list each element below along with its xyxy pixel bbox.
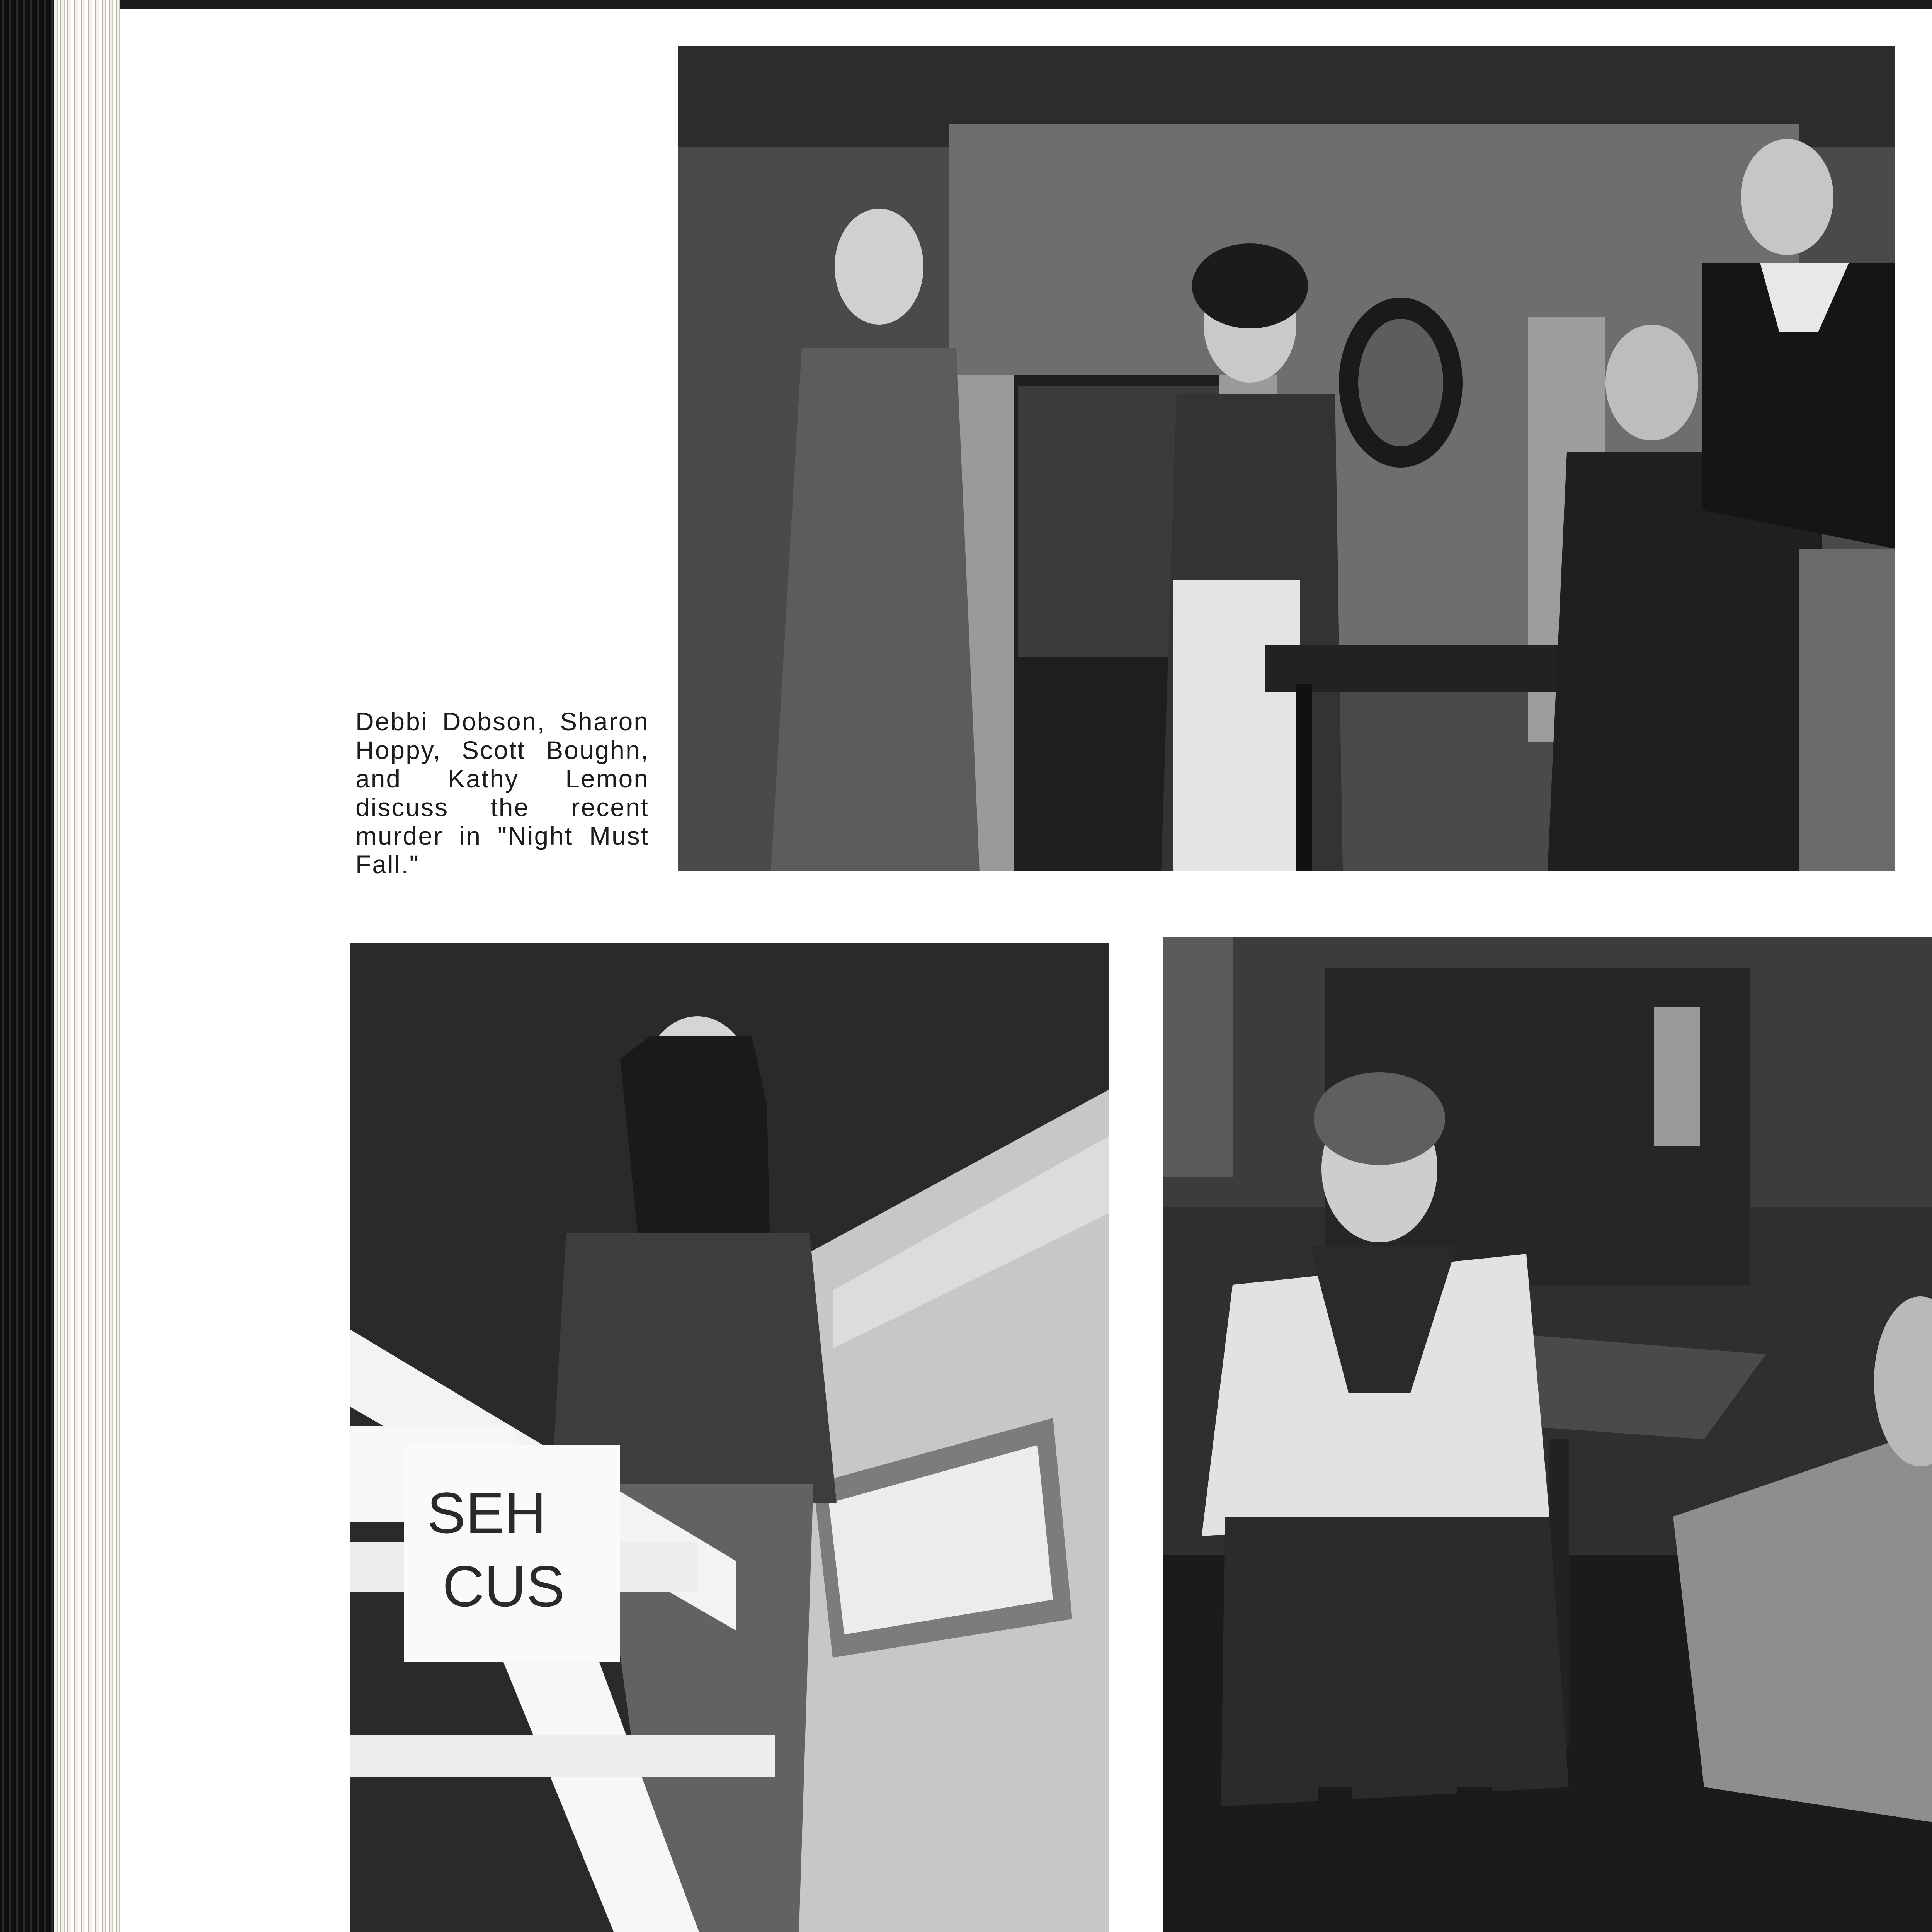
- photo-stage-scene: [678, 46, 1895, 871]
- photo-fall-play-scene: [1163, 937, 1932, 1932]
- sign-text-line-2: CUS: [442, 1554, 565, 1619]
- photo-stage-scene-image: [678, 46, 1895, 871]
- page-top-edge: [0, 0, 1932, 9]
- photo-set-crew-chief: [350, 943, 1109, 1932]
- page-edges: [54, 0, 120, 1932]
- book-spine: [0, 0, 54, 1932]
- sign-text: [427, 1476, 612, 1623]
- sign-text-line-1: SEH: [427, 1480, 546, 1545]
- photo-fall-play-scene-image: [1163, 937, 1932, 1932]
- photo-set-crew-chief-image: [350, 943, 1109, 1932]
- caption-stage-scene: Debbi Dobson, Sharon Hoppy, Scott Boughn, and Kathy Lemon discuss the recent murder in "Night Must Fall.": [355, 707, 649, 879]
